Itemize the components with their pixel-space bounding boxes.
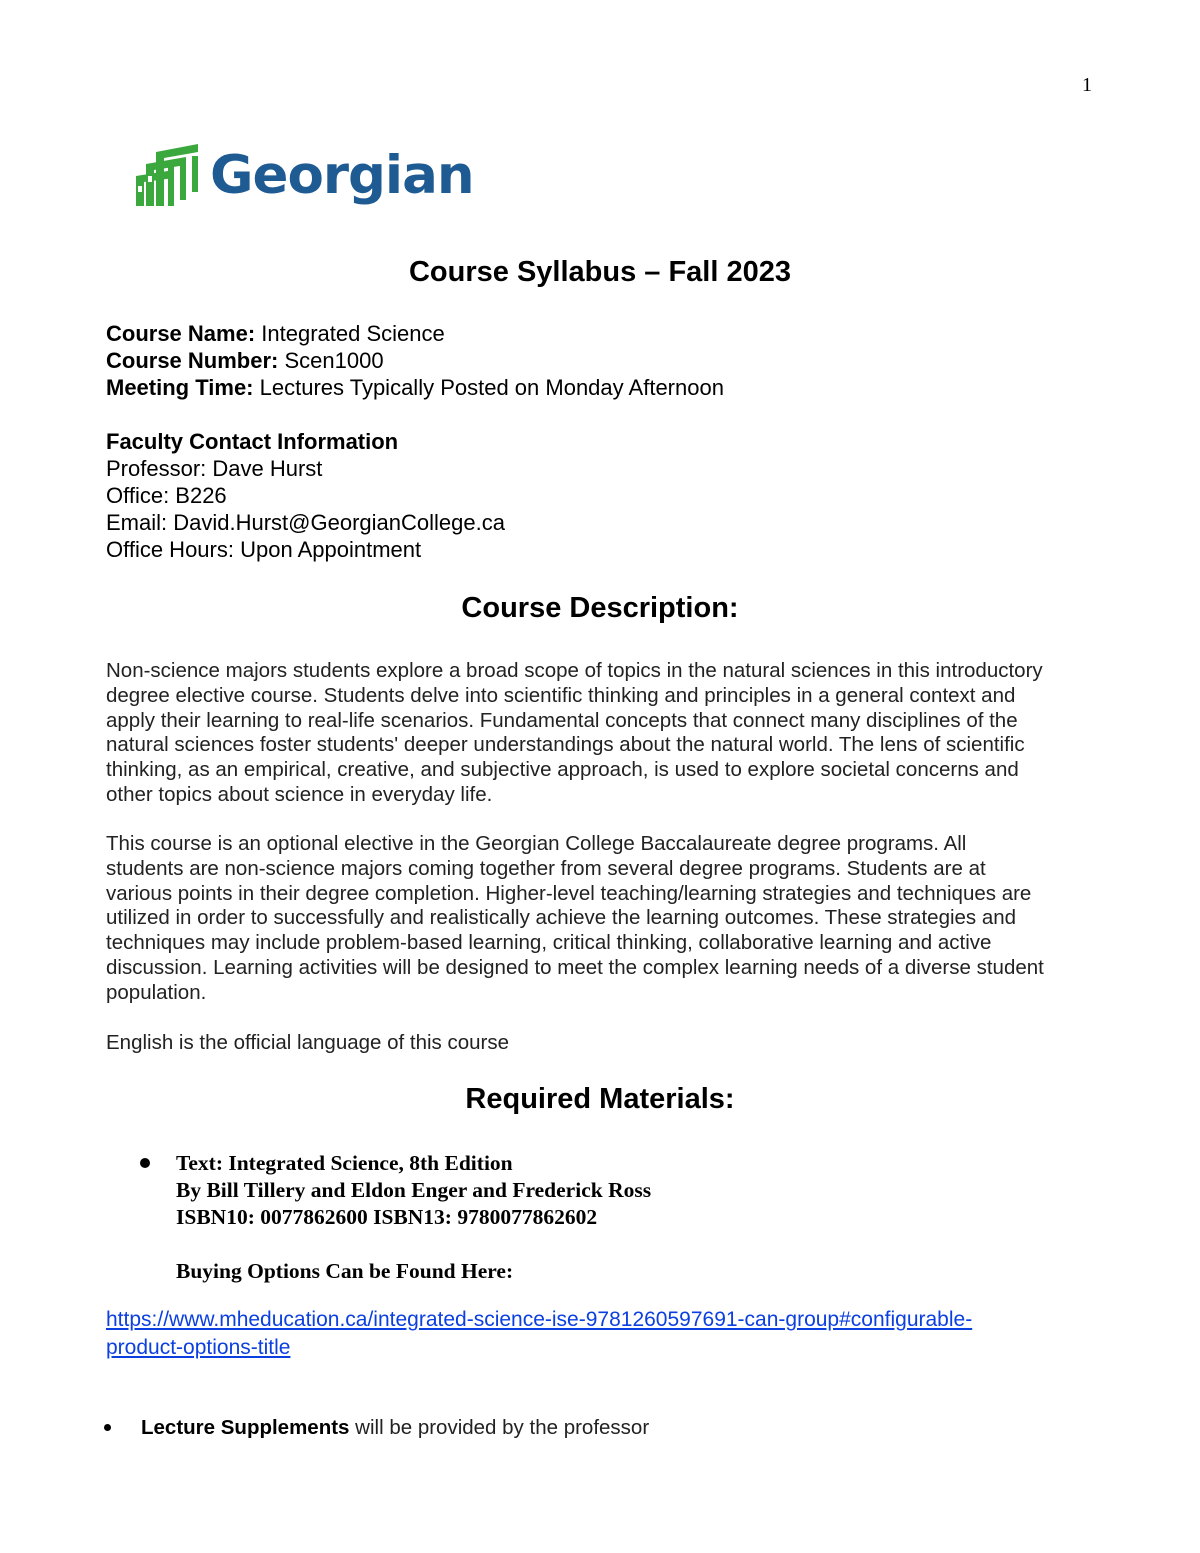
- textbook-entry: [176, 1150, 651, 1285]
- paragraph-line: other topics about science in everyday life.: [106, 782, 493, 806]
- description-paragraph-2: [106, 832, 1106, 1006]
- office-hours-line: Office Hours: Upon Appointment: [106, 537, 422, 562]
- paragraph-line: This course is an optional elective in the Georgian College Baccalaureate degree programs. All: [106, 832, 967, 855]
- paragraph-line: discussion. Learning activities will be designed to meet the complex learning needs of a diverse student: [106, 955, 1044, 979]
- office-line: Office: B226: [106, 483, 227, 508]
- paragraph-line: Non-science majors students explore a broad scope of topics in the natural sciences in this introductory: [106, 659, 1043, 682]
- course-number-line: [106, 347, 724, 374]
- textbook-title: Text: Integrated Science, 8th Edition: [176, 1151, 513, 1175]
- lecture-supplements-text: will be provided by the professor: [349, 1416, 650, 1439]
- course-number-label: Course Number:: [106, 348, 279, 373]
- email-line: Email: David.Hurst@GeorgianCollege.ca: [106, 510, 505, 535]
- course-number-value: Scen1000: [278, 348, 384, 373]
- link-line[interactable]: https://www.mheducation.ca/integrated-science-ise-9781260597691-can-group#configurable-: [106, 1308, 973, 1331]
- professor-line: Professor: Dave Hurst: [106, 456, 323, 481]
- course-info: [106, 320, 724, 401]
- lecture-supplements-item: [141, 1415, 649, 1441]
- textbook-authors: By Bill Tillery and Eldon Enger and Frederick Ross: [176, 1178, 652, 1202]
- paragraph-line: techniques may include problem-based learning, critical thinking, collaborative learning and active: [106, 931, 992, 955]
- georgian-logo: [136, 142, 474, 208]
- faculty-contact: [106, 428, 505, 563]
- faculty-heading: Faculty Contact Information: [106, 429, 399, 454]
- bullet-icon: [104, 1424, 111, 1431]
- course-name-label: Course Name:: [106, 321, 256, 346]
- meeting-time-value: Lectures Typically Posted on Monday Afternoon: [253, 375, 724, 400]
- paragraph-line: various points in their degree completion. Higher-level teaching/learning strategies and techniques are: [106, 881, 1032, 905]
- logo-wordmark: Georgian: [210, 144, 474, 206]
- paragraph-line: natural sciences foster students' deeper understandings about the natural world. The lens of scientific: [106, 733, 1025, 757]
- paragraph-line: students are non-science majors coming together from several degree programs. Students are at: [106, 856, 986, 880]
- lecture-supplements-label: Lecture Supplements: [141, 1416, 350, 1439]
- textbook-isbn: ISBN10: 0077862600 ISBN13: 9780077862602: [176, 1205, 598, 1229]
- page-title: Course Syllabus – Fall 2023: [408, 256, 791, 288]
- course-name-line: [106, 320, 724, 347]
- meeting-time-label: Meeting Time:: [106, 375, 254, 400]
- language-note: English is the official language of this course: [106, 1031, 510, 1054]
- paragraph-line: thinking, as an empirical, creative, and subjective approach, is used to explore societal concerns and: [106, 758, 1019, 782]
- paragraph-line: degree elective course. Students delve into scientific thinking and principles in a general context and: [106, 683, 1016, 707]
- course-description-heading: Course Description:: [461, 592, 739, 624]
- paragraph-line: population.: [106, 980, 207, 1004]
- georgian-leaf-icon: [136, 142, 202, 208]
- description-paragraph-1: [106, 659, 1106, 808]
- required-materials-heading: Required Materials:: [465, 1083, 735, 1115]
- page-number: 1: [1082, 74, 1092, 96]
- meeting-time-line: [106, 374, 724, 401]
- bullet-icon: [140, 1158, 150, 1168]
- paragraph-line: utilized in order to successfully and realistically achieve the learning outcomes. These strategies and: [106, 906, 1017, 930]
- buying-options-label: Buying Options Can be Found Here:: [176, 1259, 514, 1283]
- buying-options-link[interactable]: [106, 1306, 972, 1362]
- link-line[interactable]: product-options-title: [106, 1336, 291, 1359]
- course-name-value: Integrated Science: [255, 321, 445, 346]
- paragraph-line: apply their learning to real-life scenarios. Fundamental concepts that connect many disciplines of the: [106, 708, 1018, 732]
